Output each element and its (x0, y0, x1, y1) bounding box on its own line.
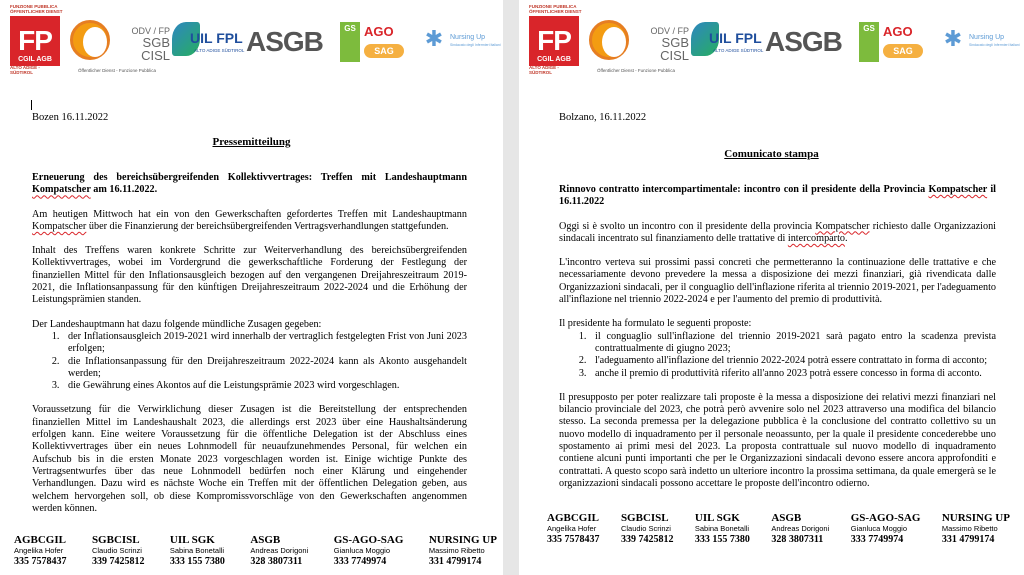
signature-block: SGBCISL Claudio Scrinzi 339 7425812 (91, 534, 145, 567)
text-cursor (31, 100, 32, 110)
paragraph: Am heutigen Mittwoch hat ein von den Gewerkschaften gefordertes Treffen mit Landeshauptmann Kompatscher über die Finanzierung der bereichsübergreifenden Vertragsverhandlungen stattgefunden. (32, 208, 467, 232)
vitruvian-man-icon: ✱ (943, 26, 963, 51)
uil-fpl-logo: UIL FPL ALTO ADIGE SÜDTIROL (691, 22, 761, 62)
subject-line: Rinnovo contratto intercompartimentale: incontro con il presidente della Provincia Kompatscher il 16.11.2022 (559, 184, 996, 208)
document-page-german (0, 0, 503, 575)
page-title: Comunicato stampa (724, 148, 819, 160)
paragraph: Il presupposto per poter realizzare tali proposte è la messa a disposizione dei relativi mezzi finanziari nel bilancio provinciale del 2023, che potrà però avvenire solo nel 2023 attraverso una modifica del bilancio stesso. La seconda premessa per la delegazione pubblica è la conclusione del contratto collettivo su un nuovo modello di inquadramento per il personale neoassunto, per la quale il presidente concederebbe uno spostamento ai primi mesi del 2023. La proposta contrattuale sul nuovo modello di inquadramento contiene alcuni punti importanti che per le Organizzazioni sindacali devono essere ancora approfonditi e contrattati. A questo scopo sarà indetto un ulteriore incontro la prossima settimana, da quale emergerà se le organizzazioni sindacali possono accettare le proposte dell'incontro odierno. (559, 391, 996, 489)
sgb-emblem-icon (70, 20, 110, 60)
nursing-up-logo: ✱ Nursing Up Sindacato degli Infermieri Italiani (939, 24, 1019, 64)
document-body (32, 172, 467, 515)
paragraph: Voraussetzung für die Verwirklichung dieser Zusagen ist die Bereitstellung der entsprechenden finanziellen Mittel im Landeshaushalt 2023, die allerdings erst 2023 über eine Haushaltsänderung erfolgen kann. Eine weitere Voraussetzung für die öffentliche Delegation ist der Abschluss eines Kollektivvertrages über ein neues Lohnmodell für neuaufzunehmendes Personal, für welchen ein Aufschub bis in die ersten Monate 2023 vorgeschlagen worden ist. Einige wichtige Punkte des Vertragsentwurfes über das neue Lohnmodell bedürfen noch einer Klärung und eingehender Verhandlungen. Dazu wird es nächste Woche ein Treffen mit der öffentlichen Delegation geben, aus welchem hervorgehen soll, ob diese Kompromissvorschläge von den Gewerkschaften angenommen werden können. (32, 404, 467, 514)
signature-block: NURSING UP Massimo Ribetto 331 4799174 (941, 512, 1010, 545)
signature-block: UIL SGK Sabina Bonetalli 333 155 7380 (169, 534, 225, 567)
list-item: 3. die Gewährung eines Akontos auf die Leistungsprämie 2023 wird vorgeschlagen. (62, 380, 467, 392)
signature-block: AGBCGIL Angelika Hofer 335 7578437 (547, 512, 600, 545)
signature-block: UIL SGK Sabina Bonetalli 333 155 7380 (694, 512, 750, 545)
signature-block: GS-AGO-SAG Gianluca Moggio 333 7749974 (333, 534, 404, 567)
paragraph: Inhalt des Treffens waren konkrete Schritte zur Weiterverhandlung des bereichsübergreifenden Kollektivvertrages, wobei im Vordergrund die gewerkschaftliche Forderung der Festlegung der finanziellen Mittel für den Inflationsausgleich bezogen auf den vergangenen Dreijahreszeitraum 2019-2021, die Inflationsanpassung für den künftigen Dreijahreszeitraum 2022-2024 und die Erhöhung der Leistungsprämien standen. (32, 245, 467, 306)
asgb-logo: ASGB (246, 26, 323, 57)
logo-strip (10, 4, 501, 84)
document-body (559, 184, 996, 490)
gs-ago-sag-logo: GS AGO SAG (859, 16, 929, 66)
uil-fpl-logo: UIL FPL ALTO ADIGE SÜDTIROL (172, 22, 242, 62)
numbered-list (32, 331, 467, 392)
list-item: 2. l'adeguamento all'inflazione del triennio 2022-2024 potrà essere contrattato in forma di acconto; (589, 355, 996, 367)
list-item: 3. anche il premio di produttività riferito all'anno 2023 potrà essere concesso in forma di acconto. (589, 368, 996, 380)
list-item: 1. der Inflationsausgleich 2019-2021 wird innerhalb der vertraglich festgelegten Frist von Juni 2023 erfolgen; (62, 331, 467, 356)
signature-block: GS-AGO-SAG Gianluca Moggio 333 7749974 (850, 512, 921, 545)
nursing-up-logo: ✱ Nursing Up Sindacato degli Infermieri Italiani (420, 24, 500, 64)
date-line: Bolzano, 16.11.2022 (559, 112, 647, 123)
list-item: 2. die Inflationsanpassung für den Dreijahreszeitraum 2022-2024 kann als Akonto ausgehandelt werden; (62, 356, 467, 381)
signature-block: ASGB Andreas Dorigoni 328 3807311 (771, 512, 830, 545)
signature-row (547, 512, 1010, 546)
date-line: Bozen 16.11.2022 (32, 112, 109, 123)
sgb-cisl-logo: ODV / FP SGB CISL Öffentlicher Dienst - Funzione Pubblica (70, 18, 170, 78)
paragraph: Oggi si è svolto un incontro con il presidente della provincia Kompatscher richiesto dalle Organizzazioni sindacali incentrato sul finanziamento delle trattative di intercomparto. (559, 220, 996, 244)
subject-line: Erneuerung des bereichsübergreifenden Kollektivvertrages: Treffen mit Landeshauptmann Kompatscher am 16.11.2022. (32, 172, 467, 196)
gs-ago-sag-logo: GS AGO SAG (340, 16, 410, 66)
numbered-list (559, 331, 996, 380)
signature-block: SGBCISL Claudio Scrinzi 339 7425812 (620, 512, 674, 545)
paragraph: Il presidente ha formulato le seguenti proposte: (559, 318, 752, 330)
signature-row (14, 534, 497, 568)
signature-block: ASGB Andreas Dorigoni 328 3807311 (250, 534, 309, 567)
sgb-emblem-icon (589, 20, 629, 60)
page-title: Pressemitteilung (212, 136, 291, 148)
sgb-cisl-logo: ODV / FP SGB CISL Öffentlicher Dienst - Funzione Pubblica (589, 18, 689, 78)
paragraph: L'incontro verteva sui prossimi passi concreti che permetteranno la continuazione delle trattative e che necessariamente devono prevedere la messa a disposizione dei mezzi finanziari, già rivendicata dalle Organizzazioni sindacali, per il conguaglio dell'inflazione riferita al triennio 2019-2021, per l'adeguamento all'inflazione nel triennio 2022-2024 e per l'aumento del premio di produttività. (559, 257, 996, 306)
logo-strip (529, 4, 1020, 84)
signature-block: AGBCGIL Angelika Hofer 335 7578437 (14, 534, 67, 567)
document-page-italian (519, 0, 1024, 575)
fp-cgil-logo: FUNZIONE PUBBLICA ÖFFENTLICHER DIENST FP CGIL AGB ALTO ADIGE - SÜDTIROL (10, 4, 63, 75)
asgb-logo: ASGB (765, 26, 842, 57)
signature-block: NURSING UP Massimo Ribetto 331 4799174 (428, 534, 497, 567)
paragraph: Der Landeshauptmann hat dazu folgende mündliche Zusagen gegeben: (32, 318, 322, 330)
fp-cgil-logo: FUNZIONE PUBBLICA ÖFFENTLICHER DIENST FP CGIL AGB ALTO ADIGE - SÜDTIROL (529, 4, 582, 75)
list-item: 1. il conguaglio sull'inflazione del triennio 2019-2021 sarà pagato entro la scadenza prevista contrattualmente di giugno 2023; (589, 331, 996, 356)
vitruvian-man-icon: ✱ (424, 26, 444, 51)
